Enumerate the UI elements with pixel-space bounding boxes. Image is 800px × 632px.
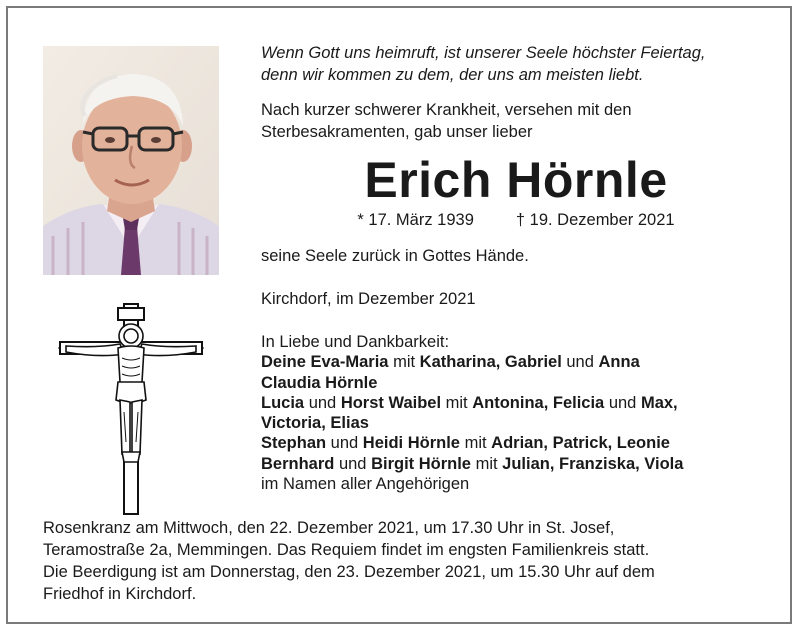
connector-word: mit (459, 434, 492, 453)
mourner-name: Adrian, Patrick, Leonie (491, 434, 670, 453)
mourner-name: Birgit Hörnle (371, 454, 471, 473)
mourner-name: Heidi Hörnle (362, 434, 460, 453)
intro-line-1: Nach kurzer schwerer Krankheit, versehen mit den (261, 101, 632, 119)
intro-line-2: Sterbesakramenten, gab unser lieber (261, 123, 533, 141)
mourners-row-5 (261, 433, 781, 453)
mourners-row-3 (261, 393, 781, 413)
birth-date: * 17. März 1939 (357, 211, 474, 229)
soul-text: seine Seele zurück in Gottes Hände. (261, 247, 529, 265)
verse-line-2: denn wir kommen zu dem, der uns am meisten liebt. (261, 66, 644, 84)
crucifix-icon (58, 302, 204, 516)
place-date: Kirchdorf, im Dezember 2021 (261, 290, 476, 308)
funeral-details (43, 517, 783, 605)
deceased-name: Erich Hörnle (364, 152, 668, 208)
connector-word: mit (470, 454, 503, 473)
connector-word: mit (388, 353, 420, 372)
mourner-name: Katharina, Gabriel (419, 353, 562, 372)
connector-word: und (561, 353, 599, 372)
mourner-name: Antonina, Felicia (472, 393, 605, 412)
footer-line-3: Die Beerdigung ist am Donnerstag, den 23. Dezember 2021, um 15.30 Uhr auf dem (43, 563, 655, 581)
mourners-closing: im Namen aller Angehörigen (261, 475, 470, 494)
verse-quote (261, 42, 771, 86)
mourners-row-6 (261, 454, 781, 474)
crucifix-icon-graphic (58, 302, 204, 516)
intro-text (261, 99, 771, 143)
portrait-photo (43, 46, 219, 275)
footer-line-4: Friedhof in Kirchdorf. (43, 585, 197, 603)
connector-word: und (304, 393, 341, 412)
footer-line-2: Teramostraße 2a, Memmingen. Das Requiem findet im engsten Familienkreis statt. (43, 541, 650, 559)
mourner-name: Bernhard (261, 454, 335, 473)
verse-line-1: Wenn Gott uns heimruft, ist unserer Seele höchster Feiertag, (261, 44, 706, 62)
death-date: † 19. Dezember 2021 (515, 211, 675, 229)
mourner-name: Deine Eva-Maria (261, 353, 389, 372)
mourner-name: Stephan (261, 434, 327, 453)
mourners-list (261, 332, 781, 494)
portrait-photo-graphic (43, 46, 219, 275)
mourner-name: Max, (640, 393, 678, 412)
footer-line-1: Rosenkranz am Mittwoch, den 22. Dezember 2021, um 17.30 Uhr in St. Josef, (43, 519, 615, 537)
mourner-name: Julian, Franziska, Viola (502, 454, 684, 473)
mourners-row-1 (261, 352, 781, 372)
connector-word: mit (441, 393, 473, 412)
mourner-name: Lucia (261, 393, 305, 412)
connector-word: und (326, 434, 363, 453)
mourner-name: Anna (598, 353, 640, 372)
mourners-row-4 (261, 413, 781, 433)
mourner-name: Claudia Hörnle (261, 373, 378, 392)
mourners-intro: In Liebe und Dankbarkeit: (261, 333, 450, 351)
connector-word: und (334, 454, 372, 473)
mourners-row-2 (261, 373, 781, 393)
connector-word: und (604, 393, 641, 412)
life-dates (261, 209, 771, 231)
mourner-name: Victoria, Elias (261, 414, 369, 433)
mourner-name: Horst Waibel (340, 393, 442, 412)
